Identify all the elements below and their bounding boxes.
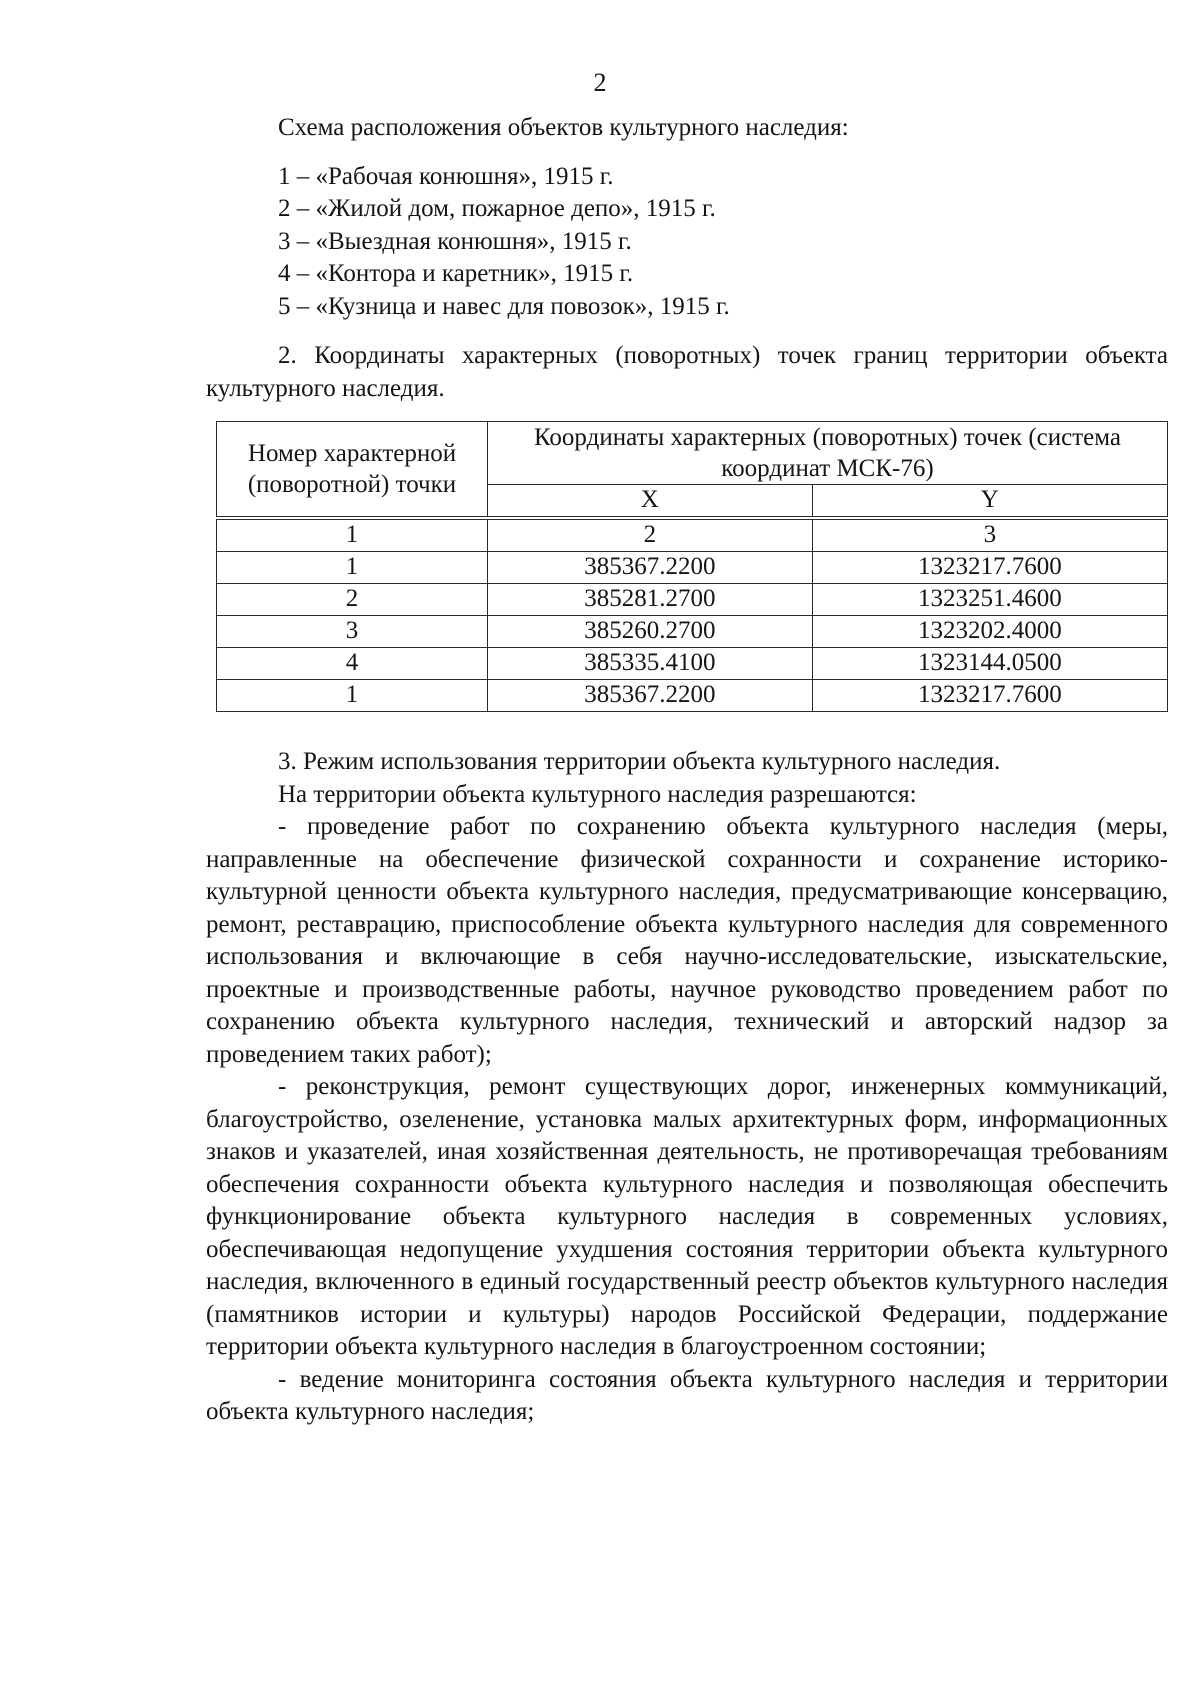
coordinates-table [216,421,1168,712]
column-number: 1 [217,518,488,552]
point-number-cell: 2 [217,584,488,616]
column-header-y: Y [812,485,1167,519]
page-number: 2 [593,68,607,97]
x-coordinate-cell: 385260.2700 [488,616,813,648]
column-numbering-row [217,518,1168,552]
table-row [217,680,1168,712]
document-body [206,112,1168,1429]
x-coordinate-cell: 385367.2200 [488,680,813,712]
x-coordinate-cell: 385281.2700 [488,584,813,616]
table-row [217,616,1168,648]
permitted-activity-item: - реконструкция, ремонт существующих дорог, инженерных коммуникаций, благоустройство, озеленение, установка малых архитектурных форм, информационных знаков и указателей, иная хозяйственная деятельность, не противоречащая требованиям обеспечения сохранности объекта культурного наследия и позволяющая обеспечить функционирование объекта культурного наследия в современных условиях, обеспечивающая недопущение ухудшения состояния территории объекта культурного наследия, включенного в единый государственный реестр объектов культурного наследия (памятников истории и культуры) народов Российской Федерации, поддержание территории объекта культурного наследия в благоустроенном состоянии; [206,1073,1168,1360]
legend-item: 3 – «Выездная конюшня», 1915 г. [278,227,632,255]
column-header-point-number: Номер характерной (поворотной) точки [217,422,488,519]
y-coordinate-cell: 1323217.7600 [812,552,1167,584]
x-coordinate-cell: 385335.4100 [488,648,813,680]
point-number-cell: 3 [217,616,488,648]
schema-legend [206,161,1168,324]
legend-item: 1 – «Рабочая конюшня», 1915 г. [278,162,614,190]
y-coordinate-cell: 1323217.7600 [812,680,1167,712]
point-number-cell: 1 [217,552,488,584]
y-coordinate-cell: 1323251.4600 [812,584,1167,616]
table-row [217,584,1168,616]
point-number-cell: 1 [217,680,488,712]
column-header-coordinates: Координаты характерных (поворотных) точек (система координат МСК-76) [488,422,1168,485]
column-number: 3 [812,518,1167,552]
y-coordinate-cell: 1323144.0500 [812,648,1167,680]
point-number-cell: 4 [217,648,488,680]
section-2-heading: 2. Координаты характерных (поворотных) точек границ территории объекта культурного наследия. [206,342,1168,402]
column-header-x: X [488,485,813,519]
legend-item: 4 – «Контора и каретник», 1915 г. [278,260,634,287]
section-3-heading: 3. Режим использования территории объекта культурного наследия. [278,748,1001,775]
permitted-activity-item: - ведение мониторинга состояния объекта культурного наследия и территории объекта культурного наследия; [206,1365,1168,1425]
section-3-intro: На территории объекта культурного наследия разрешаются: [278,780,917,808]
column-number: 2 [488,518,813,552]
permitted-activity-item: - проведение работ по сохранению объекта культурного наследия (меры, направленные на обеспечение физической сохранности и сохранение историко-культурной ценности объекта культурного наследия, предусматривающие консервацию, ремонт, реставрацию, приспособление объекта культурного наследия для современного использования и включающие в себя научно-исследовательские, изыскательские, проектные и производственные работы, научное руководство проведением работ по сохранению объекта культурного наследия, технический и авторский надзор за проведением таких работ); [206,813,1168,1068]
schema-title: Схема расположения объектов культурного наследия: [278,114,849,141]
y-coordinate-cell: 1323202.4000 [812,616,1167,648]
legend-item: 2 – «Жилой дом, пожарное депо», 1915 г. [278,195,716,222]
table-header-row [217,422,1168,485]
table-row [217,552,1168,584]
legend-item: 5 – «Кузница и навес для повозок», 1915 г. [278,292,730,320]
x-coordinate-cell: 385367.2200 [488,552,813,584]
table-row [217,648,1168,680]
